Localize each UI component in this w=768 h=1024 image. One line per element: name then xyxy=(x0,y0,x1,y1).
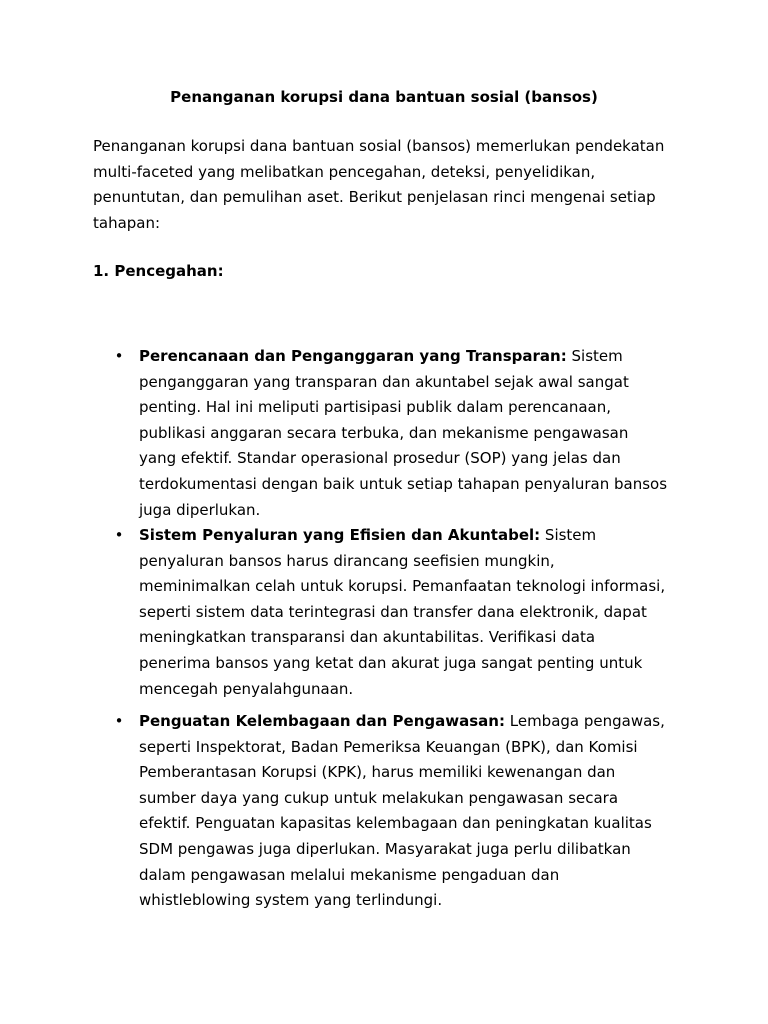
list-item-heading: Penguatan Kelembagaan dan Pengawasan: xyxy=(139,712,505,730)
list-item xyxy=(114,523,669,702)
list-item-body: Lembaga pengawas, seperti Inspektorat, Badan Pemeriksa Keuangan (BPK), dan Komisi Pemberantasan Korupsi (KPK), harus memiliki kewenangan dan sumber daya yang cukup untuk melakukan pengawasan secara efektif. Penguatan kapasitas kelembagaan dan peningkatan kualitas SDM pengawas juga diperlukan. Masyarakat juga perlu dilibatkan dalam pengawasan melalui mekanisme pengaduan dan whistleblowing system yang terlindungi. xyxy=(139,712,665,910)
bullet-icon: • xyxy=(114,347,124,365)
list-item xyxy=(114,344,669,523)
list-item-heading: Sistem Penyaluran yang Efisien dan Akuntabel: xyxy=(139,526,541,544)
intro-paragraph: Penanganan korupsi dana bantuan sosial (bansos) memerlukan pendekatan multi-faceted yang melibatkan pencegahan, deteksi, penyelidikan, penuntutan, dan pemulihan aset. Berikut penjelasan rinci mengenai setiap tahapan: xyxy=(93,137,665,232)
bullet-icon: • xyxy=(114,526,124,544)
document-title: Penanganan korupsi dana bantuan sosial (bansos) xyxy=(170,88,598,106)
list-item xyxy=(114,709,669,914)
list-item-heading: Perencanaan dan Penganggaran yang Transparan: xyxy=(139,347,567,365)
list-item-body: Sistem penganggaran yang transparan dan akuntabel sejak awal sangat penting. Hal ini meliputi partisipasi publik dalam perencanaan, publikasi anggaran secara terbuka, dan mekanisme pengawasan yang efektif. Standar operasional prosedur (SOP) yang jelas dan terdokumentasi dengan baik untuk setiap tahapan penyaluran bansos juga diperlukan. xyxy=(139,347,668,519)
list-item-body: Sistem penyaluran bansos harus dirancang seefisien mungkin, meminimalkan celah untuk korupsi. Pemanfaatan teknologi informasi, seperti sistem data terintegrasi dan transfer dana elektronik, dapat meningkatkan transparansi dan akuntabilitas. Verifikasi data penerima bansos yang ketat dan akurat juga sangat penting untuk mencegah penyalahgunaan. xyxy=(139,526,666,698)
section-heading-pencegahan: 1. Pencegahan: xyxy=(93,262,224,280)
bullet-icon: • xyxy=(114,712,124,730)
